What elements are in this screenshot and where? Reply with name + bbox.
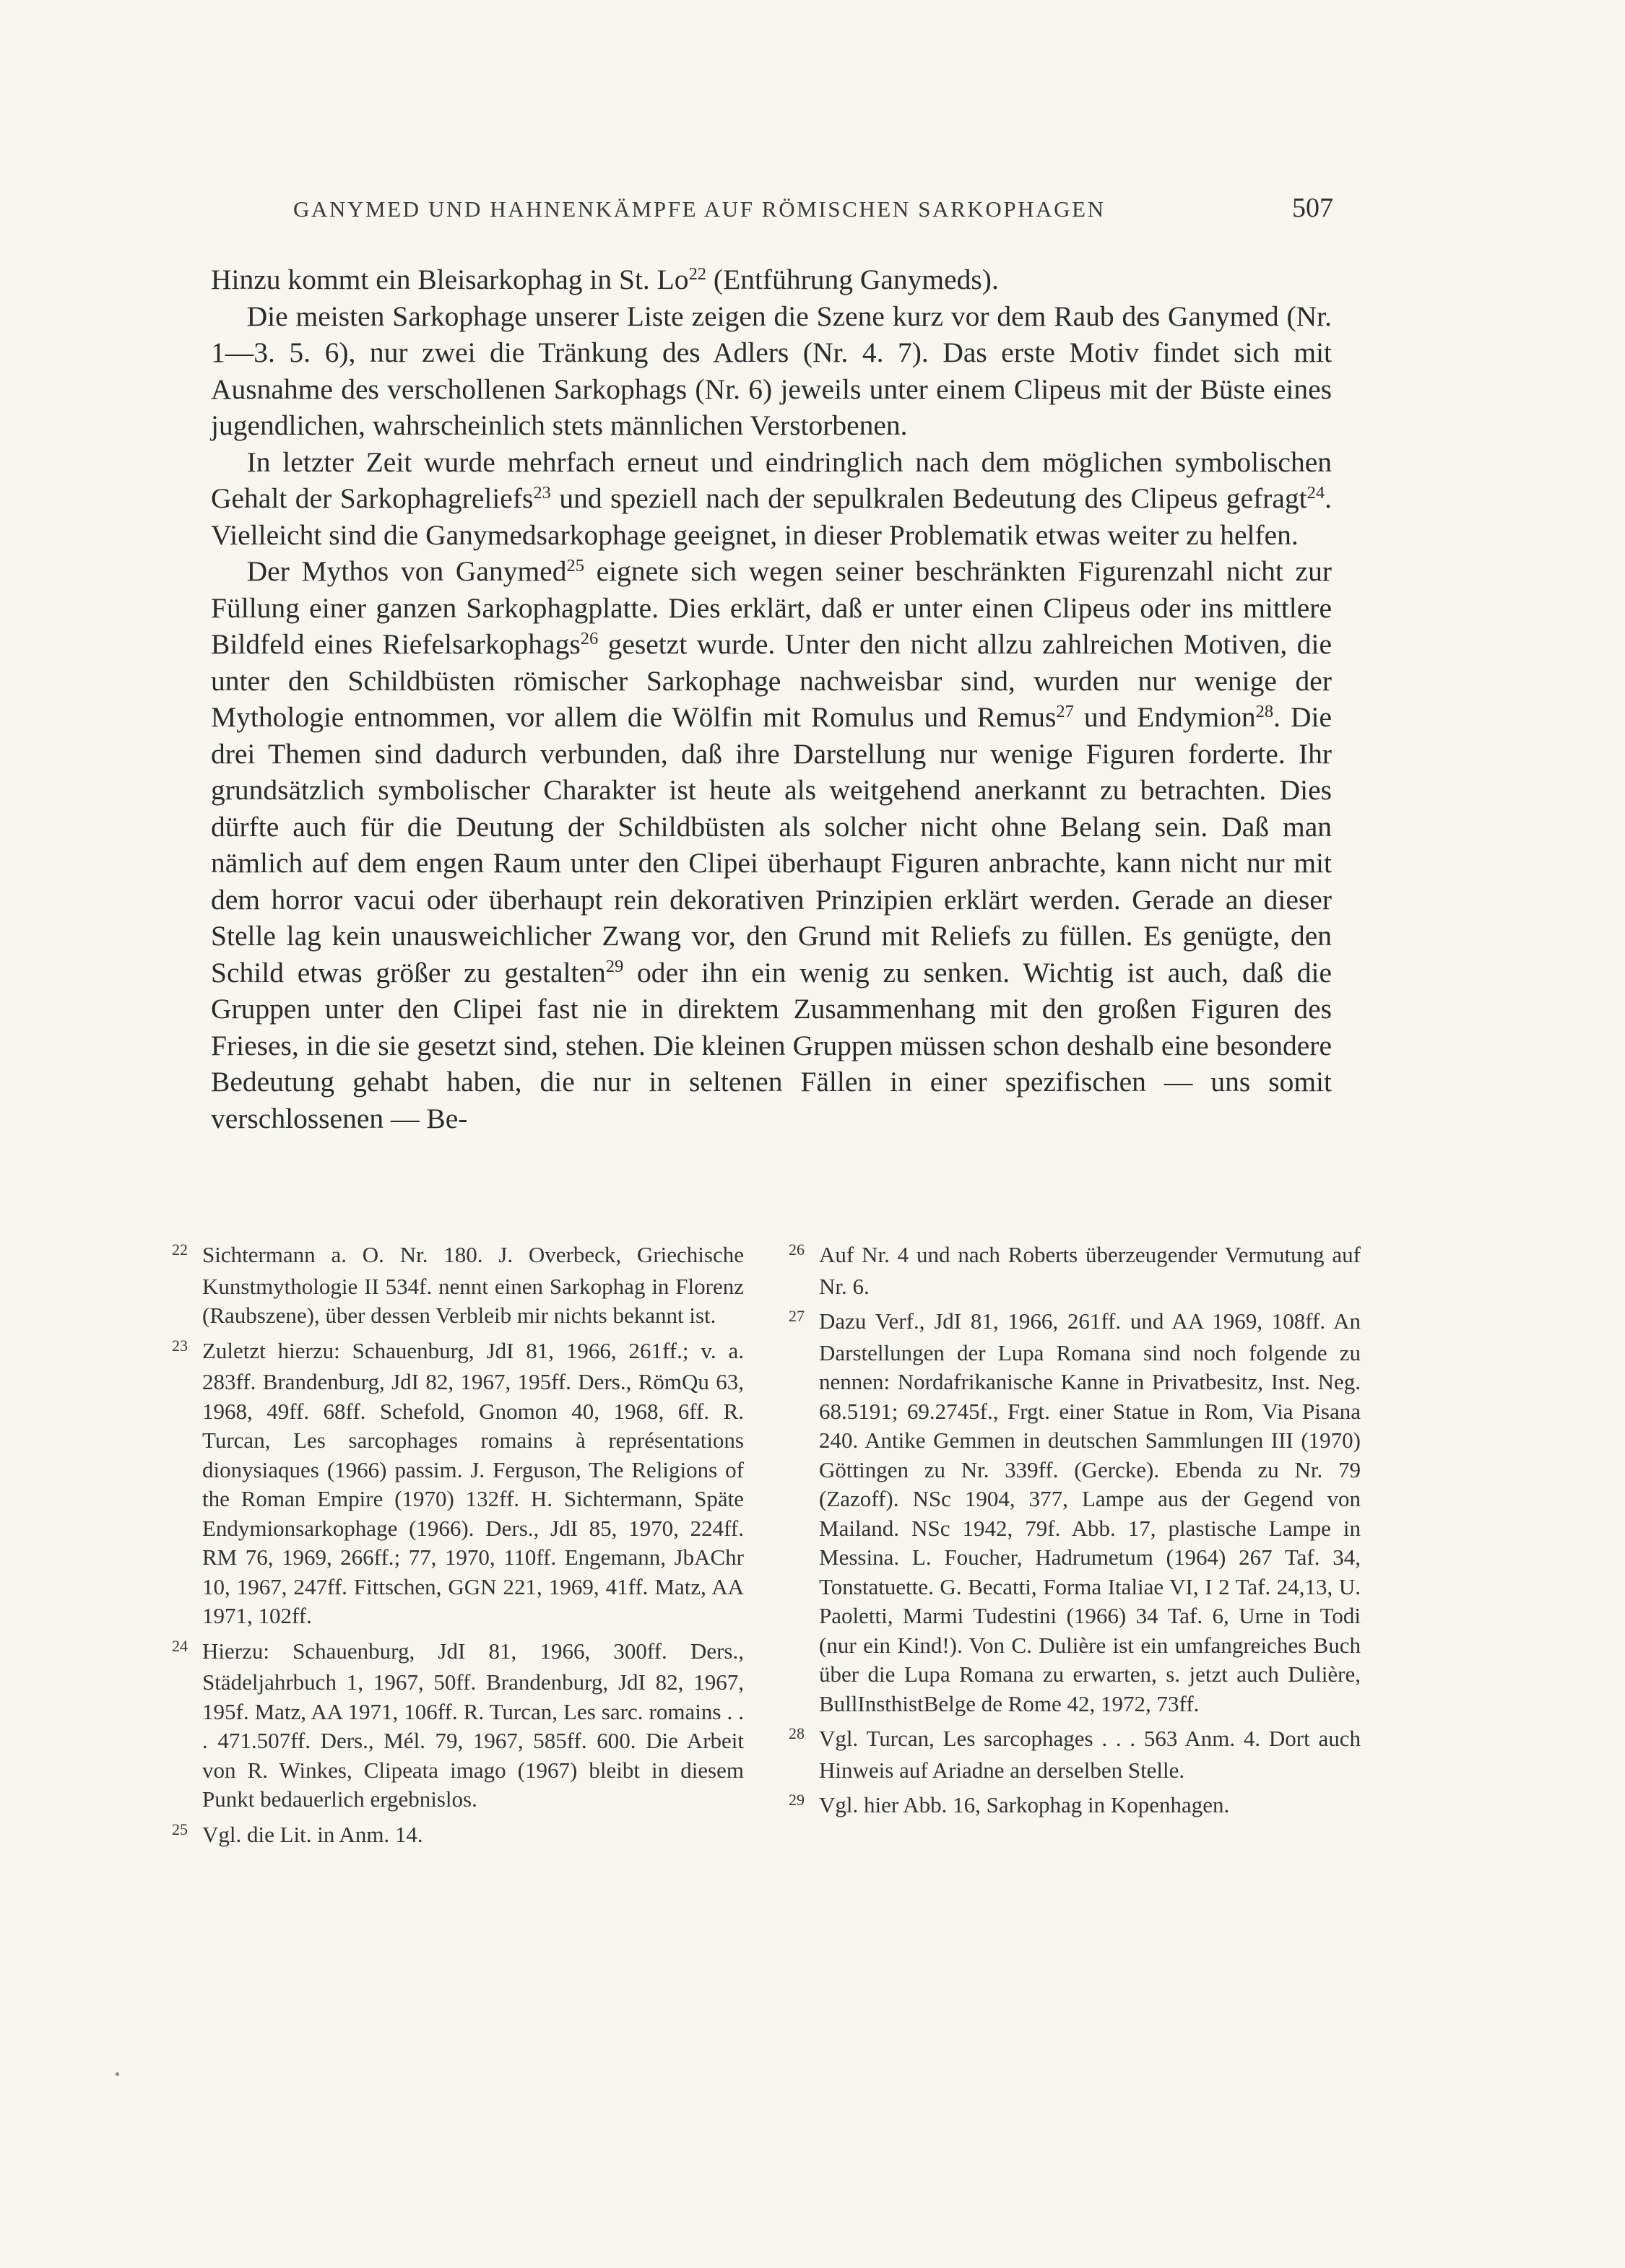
footnote-26 (789, 1241, 1361, 1301)
footnote-ref-29: 29 (605, 957, 624, 977)
footnote-text: Vgl. Turcan, Les sarcophages . . . 563 Anm. 4. Dort auch Hinweis auf Ariadne an derselben Stelle. (819, 1726, 1361, 1783)
footnotes-left-column (172, 1241, 744, 1857)
footnote-23 (172, 1337, 744, 1631)
footnote-ref-25: 25 (566, 555, 584, 575)
footnote-29 (789, 1791, 1361, 1822)
footnote-number: 29 (789, 1791, 805, 1809)
text-run: (Entführung Ganymeds). (706, 264, 999, 295)
footnote-text: Vgl. hier Abb. 16, Sarkophag in Kopenhagen. (819, 1792, 1230, 1817)
text-run: und Endymion (1073, 701, 1256, 733)
footnote-text: Sichtermann a. O. Nr. 180. J. Overbeck, Griechische Kunstmythologie II 534f. nennt einen Sarkophag in Florenz (Raubszene), über dessen Verbleib mir nichts bekannt ist. (202, 1242, 744, 1328)
footnote-text: Zuletzt hierzu: Schauenburg, JdI 81, 1966, 261ff.; v. a. 283ff. Brandenburg, JdI 82, 1967, 195ff. Ders., RömQu 63, 1968, 49ff. 68ff. Schefold, Gnomon 40, 1968, 6ff. R. Turcan, Les sarcophages romains à représentations dionysiaques (1966) passim. J. Ferguson, The Religions of the Roman Empire (1970) 132ff. H. Sichtermann, Späte Endymionsarkophage (1966). Ders., JdI 85, 1970, 224ff. RM 76, 1969, 266ff.; 77, 1970, 110ff. Engemann, JbAChr 10, 1967, 247ff. Fittschen, GGN 221, 1969, 41ff. Matz, AA 1971, 102ff. (202, 1337, 744, 1628)
footnote-number: 24 (172, 1636, 188, 1655)
footnotes-right-column (789, 1241, 1361, 1857)
paragraph-4 (211, 553, 1332, 1137)
footnote-number: 23 (172, 1336, 188, 1355)
paragraph-2: Die meisten Sarkophage unserer Liste zeigen die Szene kurz vor dem Raub des Ganymed (Nr. 1—3. 5. 6), nur zwei die Tränkung des Adlers (Nr. 4. 7). Das erste Motiv findet sich mit Ausnahme des verschollenen Sarkophags (Nr. 6) jeweils unter einem Clipeus mit der Büste eines jugendlichen, wahrscheinlich stets männlichen Verstorbenen. (211, 300, 1332, 441)
text-run: eignete sich wegen seiner beschränkten Figurenzahl nicht zur Füllung einer ganzen Sarkophagplatte. Dies erklärt, daß er unter einen Clipeus oder ins mittlere Bildfeld eines Riefelsarkophags (211, 555, 1332, 660)
footnote-ref-28: 28 (1255, 701, 1274, 721)
footnote-text: Vgl. die Lit. in Anm. 14. (202, 1821, 423, 1847)
footnote-ref-23: 23 (533, 482, 551, 503)
footnote-ref-24: 24 (1306, 482, 1325, 503)
footnote-text: Hierzu: Schauenburg, JdI 81, 1966, 300ff. Ders., Städeljahrbuch 1, 1967, 50ff. Brandenburg, JdI 82, 1967, 195f. Matz, AA 1971, 106ff. R. Turcan, Les sarc. romains . . . 471.507ff. Ders., Mél. 79, 1967, 585ff. 600. Die Arbeit von R. Winkes, Clipeata imago (1967) bleibt in diesem Punkt bedauerlich ergebnislos. (202, 1638, 744, 1812)
text-run: oder ihn ein wenig zu senken. Wichtig ist auch, daß die Gruppen unter den Clipei fast nie in direktem Zusammenhang mit den großen Figuren des Frieses, in die sie gesetzt sind, stehen. Die kleinen Gruppen müssen schon deshalb eine besondere Bedeutung gehabt haben, die nur in seltenen Fällen in einer spezifischen — uns somit verschlossenen — Be- (211, 956, 1332, 1134)
footnote-number: 25 (172, 1820, 188, 1838)
running-head (293, 192, 1333, 224)
footnote-ref-22: 22 (688, 264, 707, 284)
text-run: . Die drei Themen sind dadurch verbunden, daß ihre Darstellung nur wenige Figuren forderte. Ihr grundsätzlich symbolischer Charakter ist heute als weitgehend anerkannt zu betrachten. Dies dürfte auch für die Deutung der Schildbüsten als solcher nicht ohne Belang sein. Daß man nämlich auf dem engen Raum unter den Clipei überhaupt Figuren anbrachte, kann nicht nur mit dem horror vacui oder überhaupt rein dekorativen Prinzipien erklärt werden. Gerade an dieser Stelle lag kein unausweichlicher Zwang vor, den Grund mit Reliefs zu füllen. Es genügte, den Schild etwas größer zu gestalten (211, 701, 1332, 989)
footnotes (172, 1241, 1361, 1857)
page-number: 507 (1292, 193, 1333, 223)
running-title: GANYMED UND HAHNENKÄMPFE AUF RÖMISCHEN SARKOPHAGEN (293, 196, 1106, 222)
text-run: und speziell nach der sepulkralen Bedeutung des Clipeus gefragt (550, 482, 1307, 514)
footnote-ref-27: 27 (1056, 701, 1074, 721)
text-run: . Vielleicht sind die Ganymedsarkophage geeignet, in dieser Problematik etwas weiter zu helfen. (211, 482, 1332, 551)
footnote-22 (172, 1241, 744, 1331)
footnote-number: 22 (172, 1241, 188, 1259)
body-text (211, 261, 1332, 1137)
text-run: gesetzt wurde. Unter den nicht allzu zahlreichen Motiven, die unter den Schildbüsten römischer Sarkophage nachweisbar sind, wurden nur wenige der Mythologie entnommen, vor allem die Wölfin mit Romulus und Remus (211, 628, 1332, 733)
footnote-27 (789, 1307, 1361, 1719)
footnote-ref-26: 26 (580, 628, 599, 648)
paragraph-1 (211, 261, 1332, 298)
text-run: Hinzu kommt ein Bleisarkophag in St. Lo (211, 264, 689, 295)
footnote-number: 28 (789, 1724, 805, 1742)
text-run: Der Mythos von Ganymed (246, 555, 567, 587)
footnote-28 (789, 1724, 1361, 1785)
footnote-25 (172, 1820, 744, 1852)
paragraph-3 (211, 444, 1332, 554)
footnote-number: 27 (789, 1307, 805, 1325)
paper-speck (116, 2072, 119, 2076)
footnote-text: Dazu Verf., JdI 81, 1966, 261ff. und AA 1969, 108ff. An Darstellungen der Lupa Romana sind noch folgende zu nennen: Nordafrikanische Kanne in Privatbesitz, Inst. Neg. 68.5191; 69.2745f., Frgt. einer Statue in Rom, Via Pisana 240. Antike Gemmen in deutschen Sammlungen III (1970) Göttingen zu Nr. 339ff. (Gercke). Ebenda zu Nr. 79 (Zazoff). NSc 1904, 377, Lampe aus der Gegend von Mailand. NSc 1942, 79f. Abb. 17, plastische Lampe in Messina. L. Foucher, Hadrumetum (1964) 267 Taf. 34, Tonstatuette. G. Becatti, Forma Italiae VI, I 2 Taf. 24,13, U. Paoletti, Marmi Tudestini (1966) 34 Taf. 6, Urne in Todi (nur ein Kind!). Von C. Dulière ist ein umfangreiches Buch über die Lupa Romana zu erwarten, s. jetzt auch Dulière, BullInsthistBelge de Rome 42, 1972, 73ff. (819, 1308, 1361, 1716)
footnote-text: Auf Nr. 4 und nach Roberts überzeugender Vermutung auf Nr. 6. (819, 1242, 1361, 1299)
footnote-number: 26 (789, 1241, 805, 1259)
footnote-24 (172, 1637, 744, 1815)
text-run: In letzter Zeit wurde mehrfach erneut und eindringlich nach dem möglichen symbolischen Gehalt der Sarkophagreliefs (211, 446, 1332, 514)
